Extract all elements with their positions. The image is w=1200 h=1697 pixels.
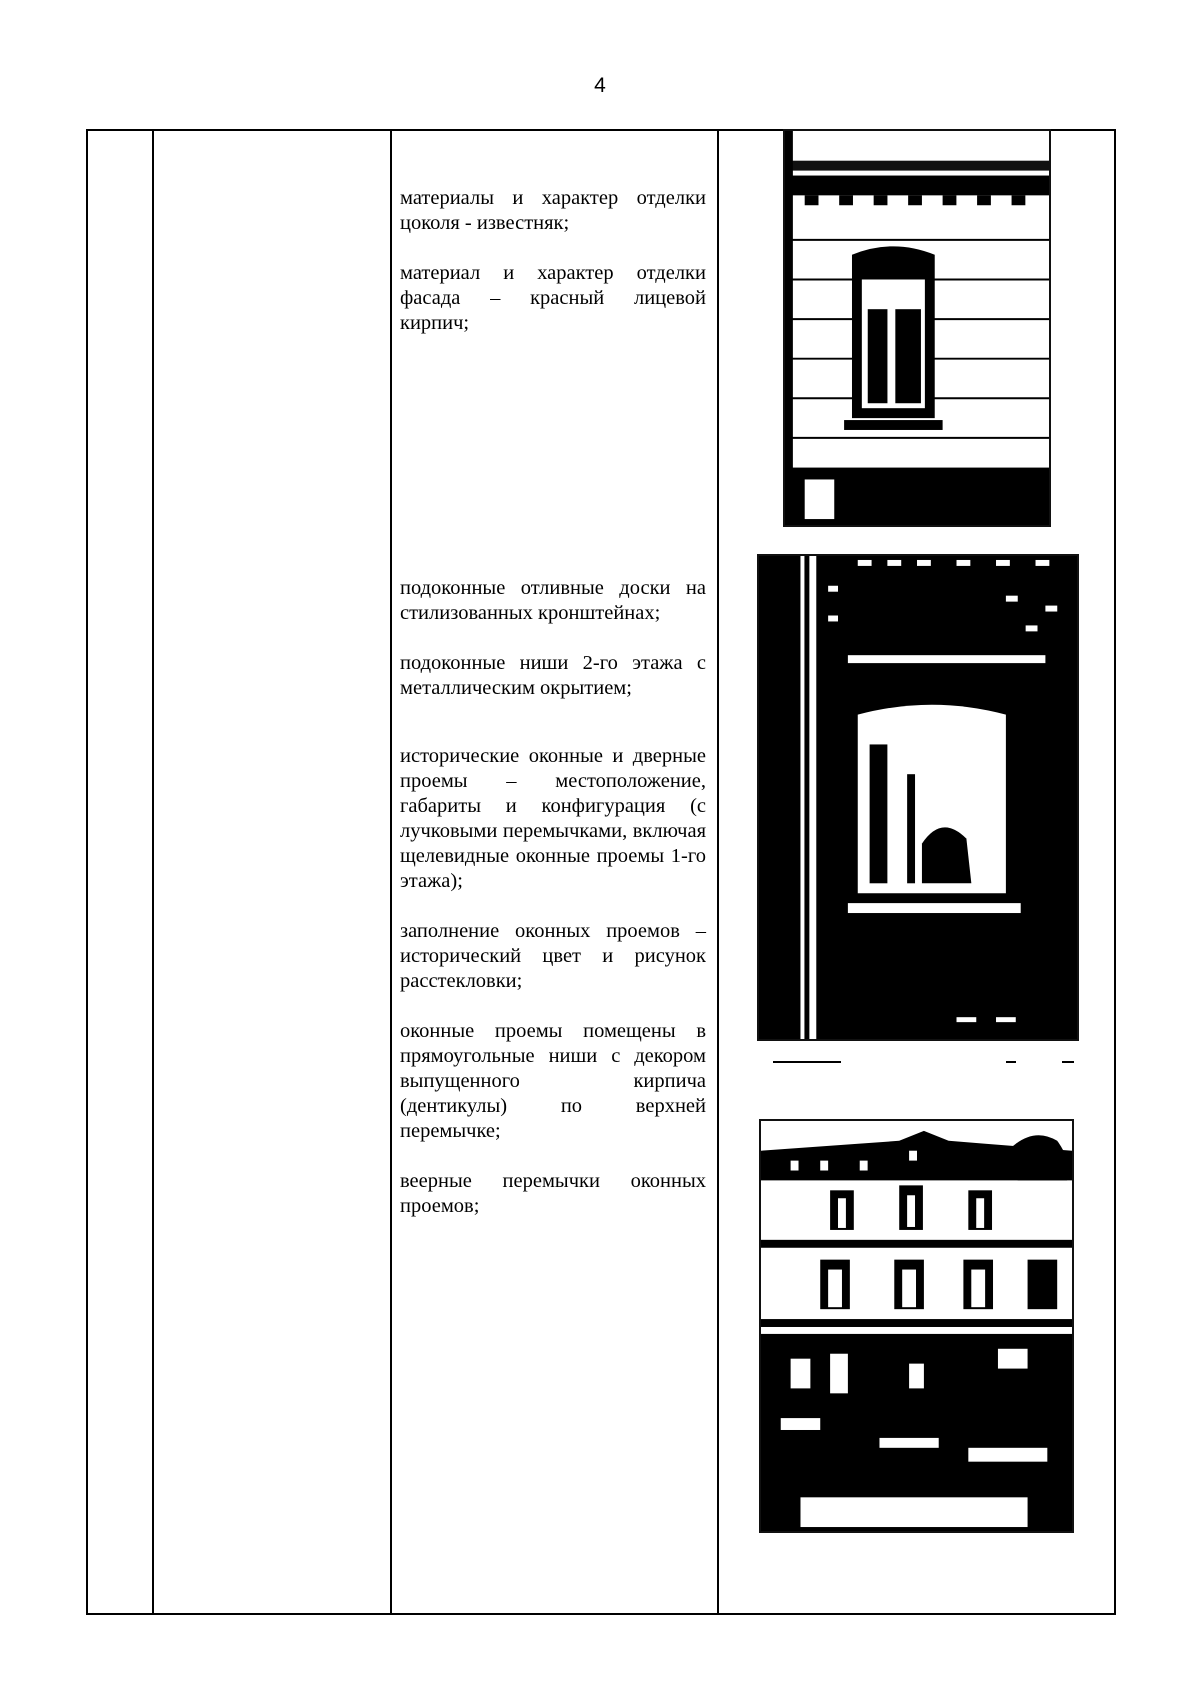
column-divider-2 [390, 131, 392, 1613]
paragraph-fan-lintels: веерные перемычки оконных проемов; [400, 1170, 706, 1217]
facade-window-photo [783, 129, 1051, 527]
column-divider-3 [717, 131, 719, 1613]
paragraph-window-filling: заполнение оконных проемов – исторический цвет и рисунок расстекловки; [400, 920, 706, 992]
paragraph-historic-openings: исторические оконные и дверные проемы – местоположение, габариты и конфигурация (с лучковыми перемычками, включая щелевидные оконные проемы 1-го этажа); [400, 745, 706, 892]
photo-artifact-line [773, 1061, 841, 1063]
building-window-photo-icon [759, 556, 1077, 1039]
paragraph-sill-niches: подоконные ниши 2-го этажа с металлическим окрытием; [400, 652, 706, 699]
paragraph-plinth-material: материалы и характер отделки цоколя - известняк; [400, 187, 706, 234]
paragraph-facade-material: материал и характер отделки фасада – красный лицевой кирпич; [400, 262, 706, 334]
building-facade-photo-icon [785, 131, 1049, 525]
building-street-photo [759, 1119, 1074, 1533]
description-column [400, 186, 706, 1219]
photo-artifact-mark [1006, 1061, 1016, 1063]
column-divider-1 [152, 131, 154, 1613]
window-niche-photo [757, 554, 1079, 1041]
paragraph-rect-niches: оконные проемы помещены в прямоугольные ниши с декором выпущенного кирпича (дентикулы) по верхней перемычке; [400, 1020, 706, 1142]
building-exterior-photo-icon [761, 1121, 1072, 1531]
paragraph-window-sills: подоконные отливные доски на стилизованных кронштейнах; [400, 577, 706, 624]
page-number: 4 [594, 74, 606, 97]
photo-artifact-mark [1062, 1061, 1074, 1063]
